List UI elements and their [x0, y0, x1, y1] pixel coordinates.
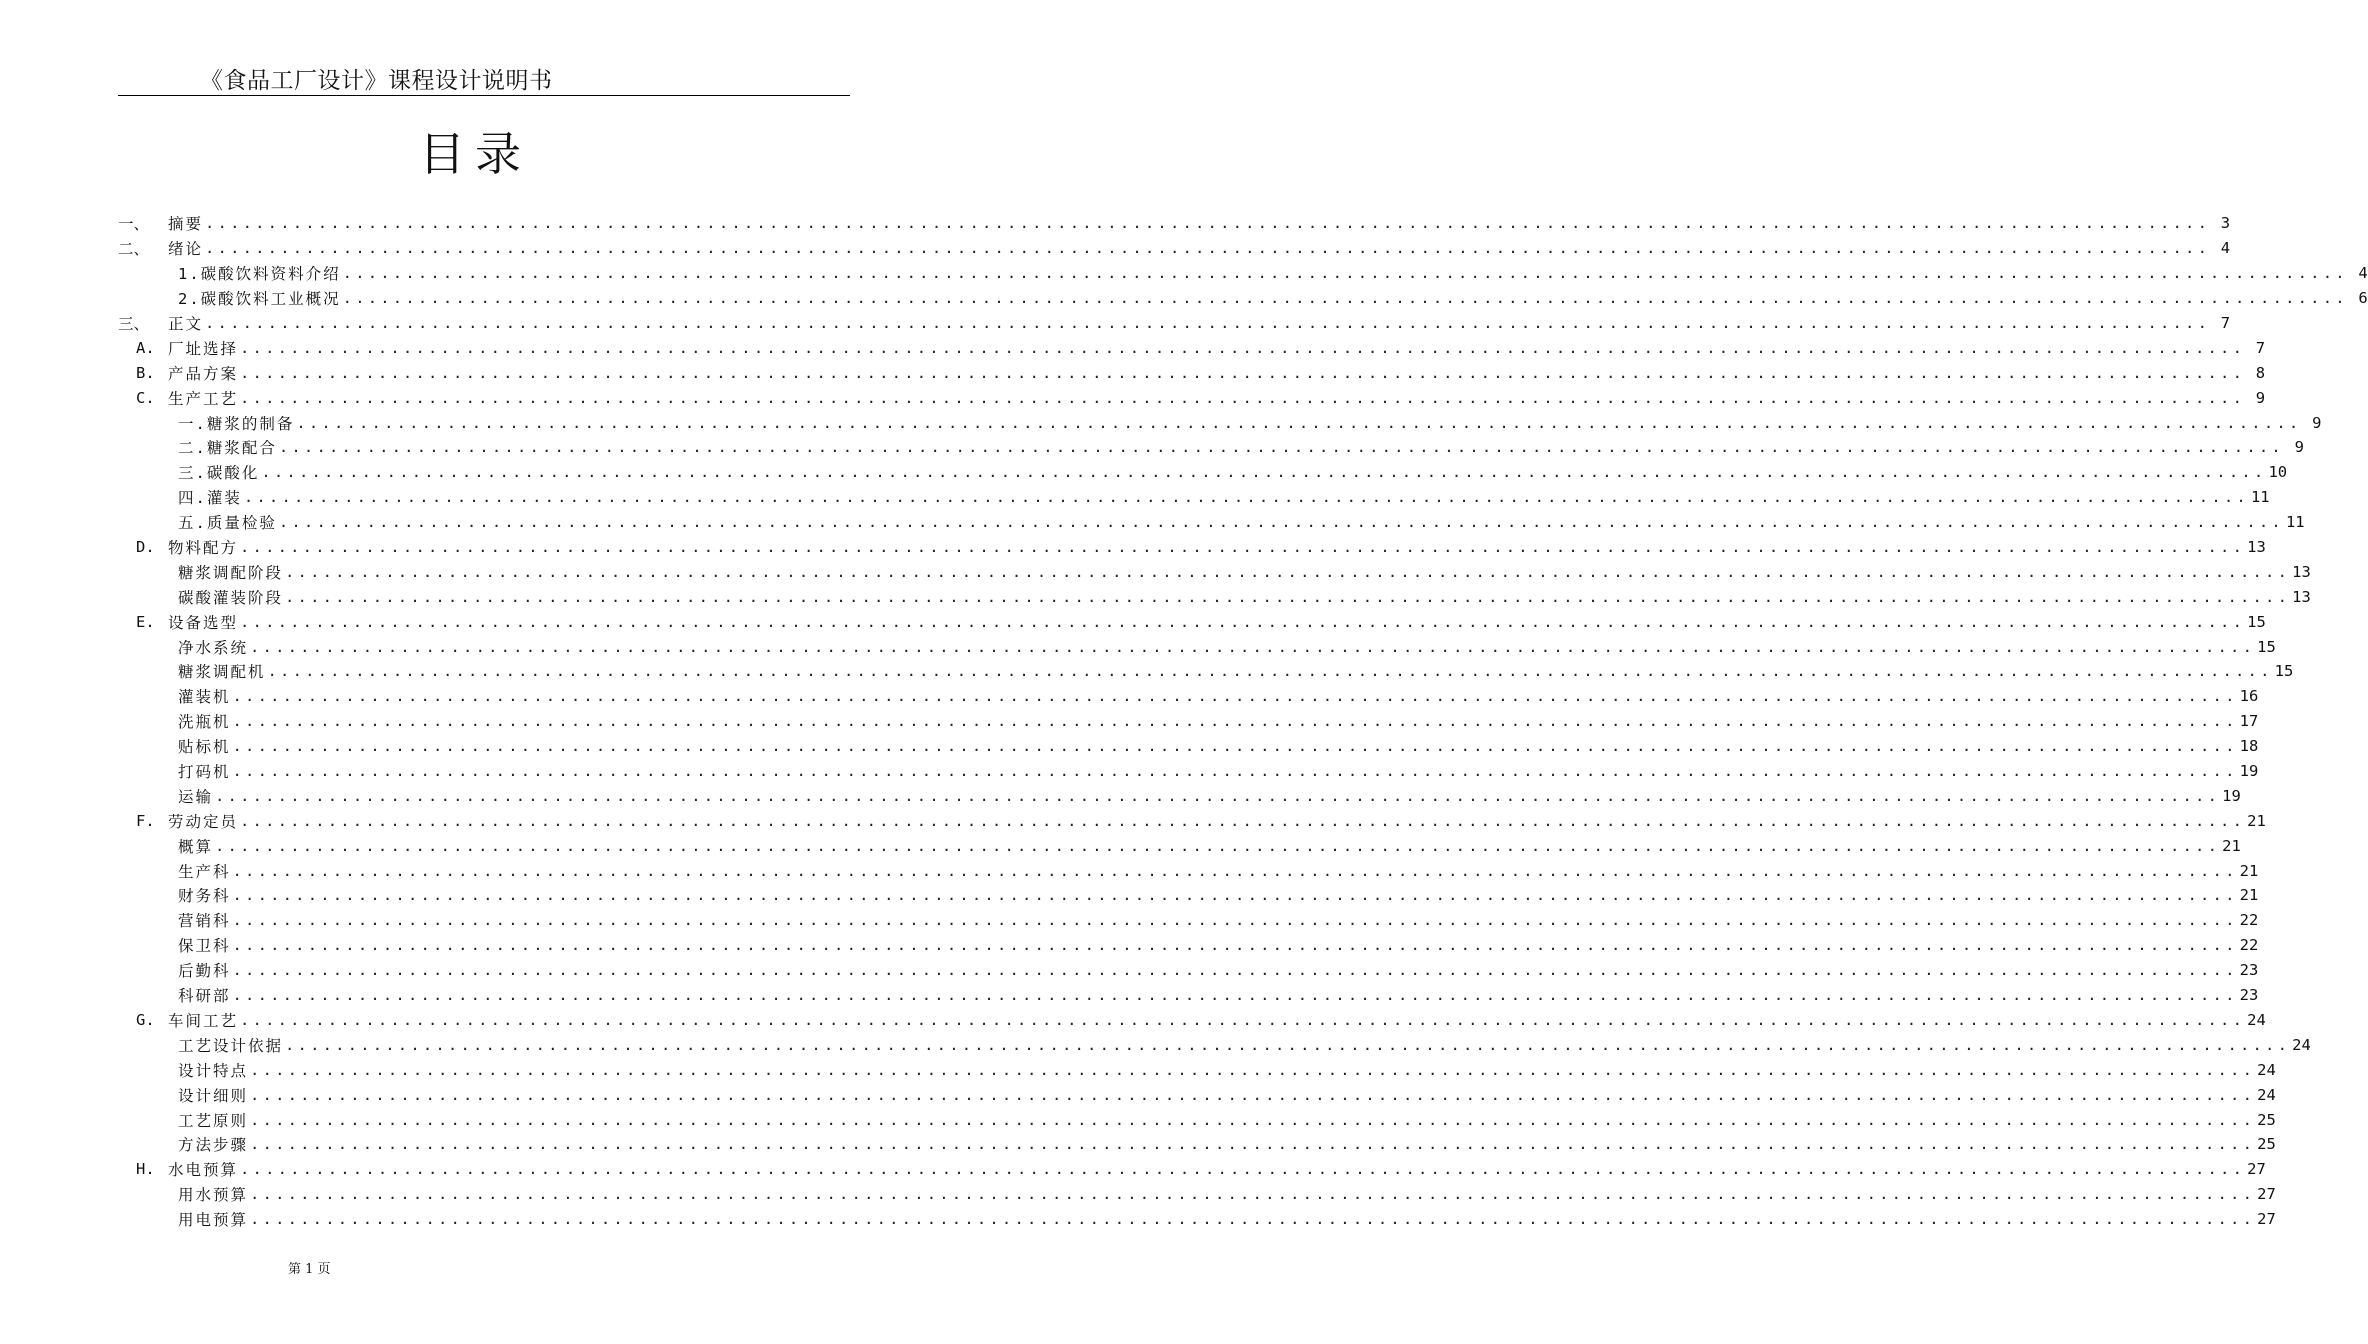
toc-entry-number: E. [136, 612, 155, 631]
toc-entry-label: 劳动定员 [168, 812, 239, 831]
dot-leader: ................................................................................................................................................................ [240, 538, 2246, 557]
toc-entry-label: 概算 [178, 837, 214, 856]
toc-entry-page-number: 24 [2257, 1085, 2276, 1104]
dot-leader: ................................................................................................................................................................ [240, 1010, 2246, 1029]
toc-entry-page-number: 15 [2247, 612, 2266, 631]
toc-entry-label: 碳酸灌装阶段 [178, 588, 284, 607]
toc-entry[interactable] [118, 1107, 2276, 1132]
toc-entry-page-number: 21 [2222, 836, 2241, 855]
dot-leader: ................................................................................................................................................................ [250, 1210, 2256, 1229]
toc-entry-page-number: 21 [2239, 886, 2259, 905]
toc-entry[interactable] [118, 609, 2266, 634]
toc-entry[interactable] [118, 460, 2288, 485]
toc-entry-label: 生产工艺 [168, 389, 239, 408]
toc-entry-label: 生产科 [178, 862, 231, 881]
toc-entry[interactable] [118, 335, 2266, 360]
dot-leader: ................................................................................................................................................................ [232, 911, 2238, 930]
toc-entry-label: 设备选型 [168, 613, 239, 632]
dot-leader: ................................................................................................................................................................ [205, 314, 2211, 332]
toc-entry-page-number: 27 [2257, 1185, 2276, 1204]
dot-leader: ................................................................................................................................................................ [232, 886, 2238, 905]
dot-leader: ................................................................................................................................................................ [240, 363, 2246, 382]
toc-entry-label: 灌装机 [178, 688, 231, 707]
toc-entry-page-number: 9 [2312, 413, 2322, 432]
toc-entry-page-number: 25 [2257, 1135, 2276, 1154]
dot-leader: ................................................................................................................................................................ [232, 687, 2238, 706]
toc-entry[interactable] [118, 1082, 2276, 1107]
dot-leader: ................................................................................................................................................................ [240, 338, 2246, 357]
toc-entry-page-number: 9 [2294, 438, 2304, 457]
toc-entry-page-number: 23 [2239, 986, 2259, 1005]
toc-entry-page-number: 23 [2239, 961, 2259, 980]
toc-entry[interactable] [118, 958, 2259, 983]
toc-entry-label: 设计细则 [178, 1086, 249, 1105]
dot-leader: ................................................................................................................................................................ [342, 264, 2348, 283]
dot-leader: ................................................................................................................................................................ [261, 463, 2267, 482]
header-divider [118, 95, 850, 96]
toc-entry-page-number: 27 [2247, 1160, 2266, 1179]
toc-entry-page-number: 13 [2292, 562, 2311, 581]
toc-entry-label: 四.灌装 [178, 489, 242, 508]
toc-entry-label: 后勤科 [178, 962, 231, 981]
toc-entry-label: 设计特点 [178, 1061, 249, 1080]
toc-entry-page-number: 9 [2255, 388, 2266, 407]
toc-entry-label: 三.碳酸化 [178, 464, 260, 483]
toc-entry[interactable] [118, 933, 2259, 958]
toc-entry-page-number: 13 [2292, 587, 2311, 606]
dot-leader: ................................................................................................................................................................ [205, 239, 2211, 258]
toc-entry[interactable] [118, 908, 2259, 933]
toc-entry-label: 二.糖浆配合 [178, 439, 277, 458]
toc-entry[interactable] [118, 759, 2259, 784]
toc-entry-page-number: 18 [2239, 737, 2259, 756]
toc-entry[interactable] [118, 1207, 2276, 1232]
toc-entry-number: 一、 [118, 215, 150, 234]
toc-entry-number: G. [136, 1010, 155, 1029]
toc-entry[interactable] [118, 1157, 2266, 1182]
toc-entry-label: 科研部 [178, 987, 231, 1006]
dot-leader: ................................................................................................................................................................ [250, 1060, 2256, 1079]
toc-entry[interactable] [118, 535, 2266, 560]
toc-entry-label: 保卫科 [178, 937, 231, 956]
toc-entry-label: 正文 [168, 315, 204, 333]
toc-entry[interactable] [118, 684, 2259, 709]
toc-entry-label: 2.碳酸饮料工业概况 [178, 290, 341, 309]
toc-entry-page-number: 15 [2274, 662, 2294, 681]
toc-entry[interactable] [118, 883, 2259, 908]
toc-entry-page-number: 8 [2255, 363, 2266, 382]
toc-entry-page-number: 7 [2220, 314, 2231, 332]
toc-entry[interactable] [118, 634, 2276, 659]
toc-entry-label: 绪论 [168, 240, 204, 259]
toc-entry-page-number: 11 [2250, 488, 2270, 507]
toc-entry-label: 打码机 [178, 763, 231, 782]
toc-entry-label: 糖浆调配阶段 [178, 563, 284, 582]
toc-entry-page-number: 17 [2239, 712, 2259, 731]
dot-leader: ................................................................................................................................................................ [278, 513, 2284, 532]
dot-leader: ................................................................................................................................................................ [278, 438, 2284, 457]
dot-leader: ................................................................................................................................................................ [232, 762, 2238, 781]
toc-entry-label: 用水预算 [178, 1186, 249, 1205]
toc-entry-page-number: 24 [2257, 1060, 2276, 1079]
toc-entry-label: 一.糖浆的制备 [178, 414, 295, 433]
dot-leader: ................................................................................................................................................................ [232, 961, 2238, 980]
toc-entry-label: 工艺原则 [178, 1111, 249, 1130]
toc-entry-label: 财务科 [178, 887, 231, 906]
toc-entry-page-number: 19 [2222, 786, 2241, 805]
toc-entry[interactable] [118, 311, 2231, 336]
toc-entry[interactable] [118, 584, 2311, 609]
toc-entry-page-number: 13 [2247, 538, 2266, 557]
toc-entry[interactable] [118, 833, 2241, 858]
toc-entry[interactable] [118, 485, 2270, 510]
dot-leader: ................................................................................................................................................................ [215, 786, 2221, 805]
toc-entry-number: 二、 [118, 240, 150, 259]
toc-entry[interactable] [118, 286, 2368, 311]
toc-entry[interactable] [118, 1008, 2266, 1033]
dot-leader: ................................................................................................................................................................ [285, 587, 2291, 606]
toc-entry-page-number: 21 [2247, 811, 2266, 830]
toc-entry-label: 运输 [178, 787, 214, 806]
dot-leader: ................................................................................................................................................................ [240, 1160, 2246, 1179]
toc-entry[interactable] [118, 360, 2266, 385]
toc-entry[interactable] [118, 858, 2259, 883]
toc-entry[interactable] [118, 734, 2259, 759]
toc-entry[interactable] [118, 808, 2266, 833]
toc-entry-number: B. [136, 363, 155, 382]
toc-entry-label: 水电预算 [168, 1161, 239, 1180]
toc-entry-label: 物料配方 [168, 539, 239, 558]
toc-entry-label: 营销科 [178, 912, 231, 931]
toc-entry-number: C. [136, 388, 155, 407]
page-number-footer: 第 1 页 [288, 1262, 331, 1277]
dot-leader: ................................................................................................................................................................ [240, 388, 2246, 407]
table-of-contents [118, 211, 2368, 1232]
dot-leader: ................................................................................................................................................................ [267, 662, 2273, 681]
dot-leader: ................................................................................................................................................................ [296, 413, 2302, 432]
document-header-title: 《食品工厂设计》课程设计说明书 [200, 68, 553, 94]
toc-entry-label: 净水系统 [178, 638, 249, 657]
toc-entry-page-number: 10 [2268, 463, 2288, 482]
dot-leader: ................................................................................................................................................................ [215, 836, 2221, 855]
toc-entry-label: 产品方案 [168, 364, 239, 383]
toc-entry-page-number: 7 [2255, 338, 2266, 357]
toc-entry[interactable] [118, 261, 2368, 286]
toc-entry-page-number: 24 [2292, 1035, 2311, 1054]
toc-entry-label: 方法步骤 [178, 1136, 249, 1155]
dot-leader: ................................................................................................................................................................ [250, 1085, 2256, 1104]
toc-entry-label: 摘要 [168, 215, 204, 234]
toc-entry-label: 洗瓶机 [178, 713, 231, 732]
toc-entry[interactable] [118, 435, 2304, 460]
toc-entry-number: D. [136, 538, 155, 557]
dot-leader: ................................................................................................................................................................ [285, 562, 2291, 581]
toc-entry-number: 三、 [118, 315, 150, 333]
toc-entry-page-number: 25 [2257, 1110, 2276, 1129]
dot-leader: ................................................................................................................................................................ [240, 811, 2246, 830]
dot-leader: ................................................................................................................................................................ [232, 712, 2238, 731]
toc-entry-label: 车间工艺 [168, 1011, 239, 1030]
toc-entry[interactable] [118, 410, 2322, 435]
toc-entry-label: 1.碳酸饮料资料介绍 [178, 265, 341, 284]
toc-entry[interactable] [118, 385, 2266, 410]
toc-entry[interactable] [118, 1057, 2276, 1082]
dot-leader: ................................................................................................................................................................ [205, 214, 2211, 233]
toc-entry-number: H. [136, 1160, 155, 1179]
toc-entry-label: 厂址选择 [168, 339, 239, 358]
toc-entry-page-number: 27 [2257, 1210, 2276, 1229]
toc-entry-page-number: 15 [2257, 637, 2276, 656]
dot-leader: ................................................................................................................................................................ [240, 612, 2246, 631]
dot-leader: ................................................................................................................................................................ [250, 1135, 2256, 1154]
toc-entry-page-number: 3 [2220, 214, 2231, 233]
toc-entry-page-number: 22 [2239, 911, 2259, 930]
dot-leader: ................................................................................................................................................................ [250, 1185, 2256, 1204]
toc-entry[interactable] [118, 983, 2259, 1008]
toc-entry-page-number: 6 [2358, 289, 2368, 308]
dot-leader: ................................................................................................................................................................ [232, 986, 2238, 1005]
toc-entry-page-number: 16 [2239, 687, 2259, 706]
toc-entry-page-number: 22 [2239, 936, 2259, 955]
toc-entry-page-number: 11 [2285, 513, 2305, 532]
toc-entry-label: 贴标机 [178, 738, 231, 757]
toc-entry[interactable] [118, 559, 2311, 584]
dot-leader: ................................................................................................................................................................ [285, 1035, 2291, 1054]
toc-entry[interactable] [118, 236, 2231, 261]
toc-entry[interactable] [118, 709, 2259, 734]
dot-leader: ................................................................................................................................................................ [250, 1110, 2256, 1129]
toc-entry-page-number: 19 [2239, 762, 2259, 781]
toc-entry[interactable] [118, 510, 2305, 535]
dot-leader: ................................................................................................................................................................ [250, 637, 2256, 656]
toc-entry[interactable] [118, 1032, 2311, 1057]
toc-entry[interactable] [118, 659, 2294, 684]
toc-entry[interactable] [118, 211, 2231, 236]
dot-leader: ................................................................................................................................................................ [232, 936, 2238, 955]
toc-entry-number: F. [136, 811, 155, 830]
dot-leader: ................................................................................................................................................................ [342, 289, 2348, 308]
toc-entry-number: A. [136, 338, 155, 357]
toc-entry[interactable] [118, 1132, 2276, 1157]
toc-entry-page-number: 4 [2358, 264, 2368, 283]
toc-entry[interactable] [118, 1182, 2276, 1207]
page-title: 目录 [419, 127, 531, 181]
toc-entry[interactable] [118, 783, 2241, 808]
toc-entry-label: 用电预算 [178, 1211, 249, 1230]
toc-entry-page-number: 4 [2220, 239, 2231, 258]
dot-leader: ................................................................................................................................................................ [232, 861, 2238, 880]
toc-entry-page-number: 21 [2239, 861, 2259, 880]
toc-entry-label: 五.质量检验 [178, 514, 277, 533]
toc-entry-label: 糖浆调配机 [178, 663, 266, 682]
dot-leader: ................................................................................................................................................................ [232, 737, 2238, 756]
toc-entry-page-number: 24 [2247, 1010, 2266, 1029]
dot-leader: ................................................................................................................................................................ [243, 488, 2249, 507]
toc-entry-label: 工艺设计依据 [178, 1036, 284, 1055]
